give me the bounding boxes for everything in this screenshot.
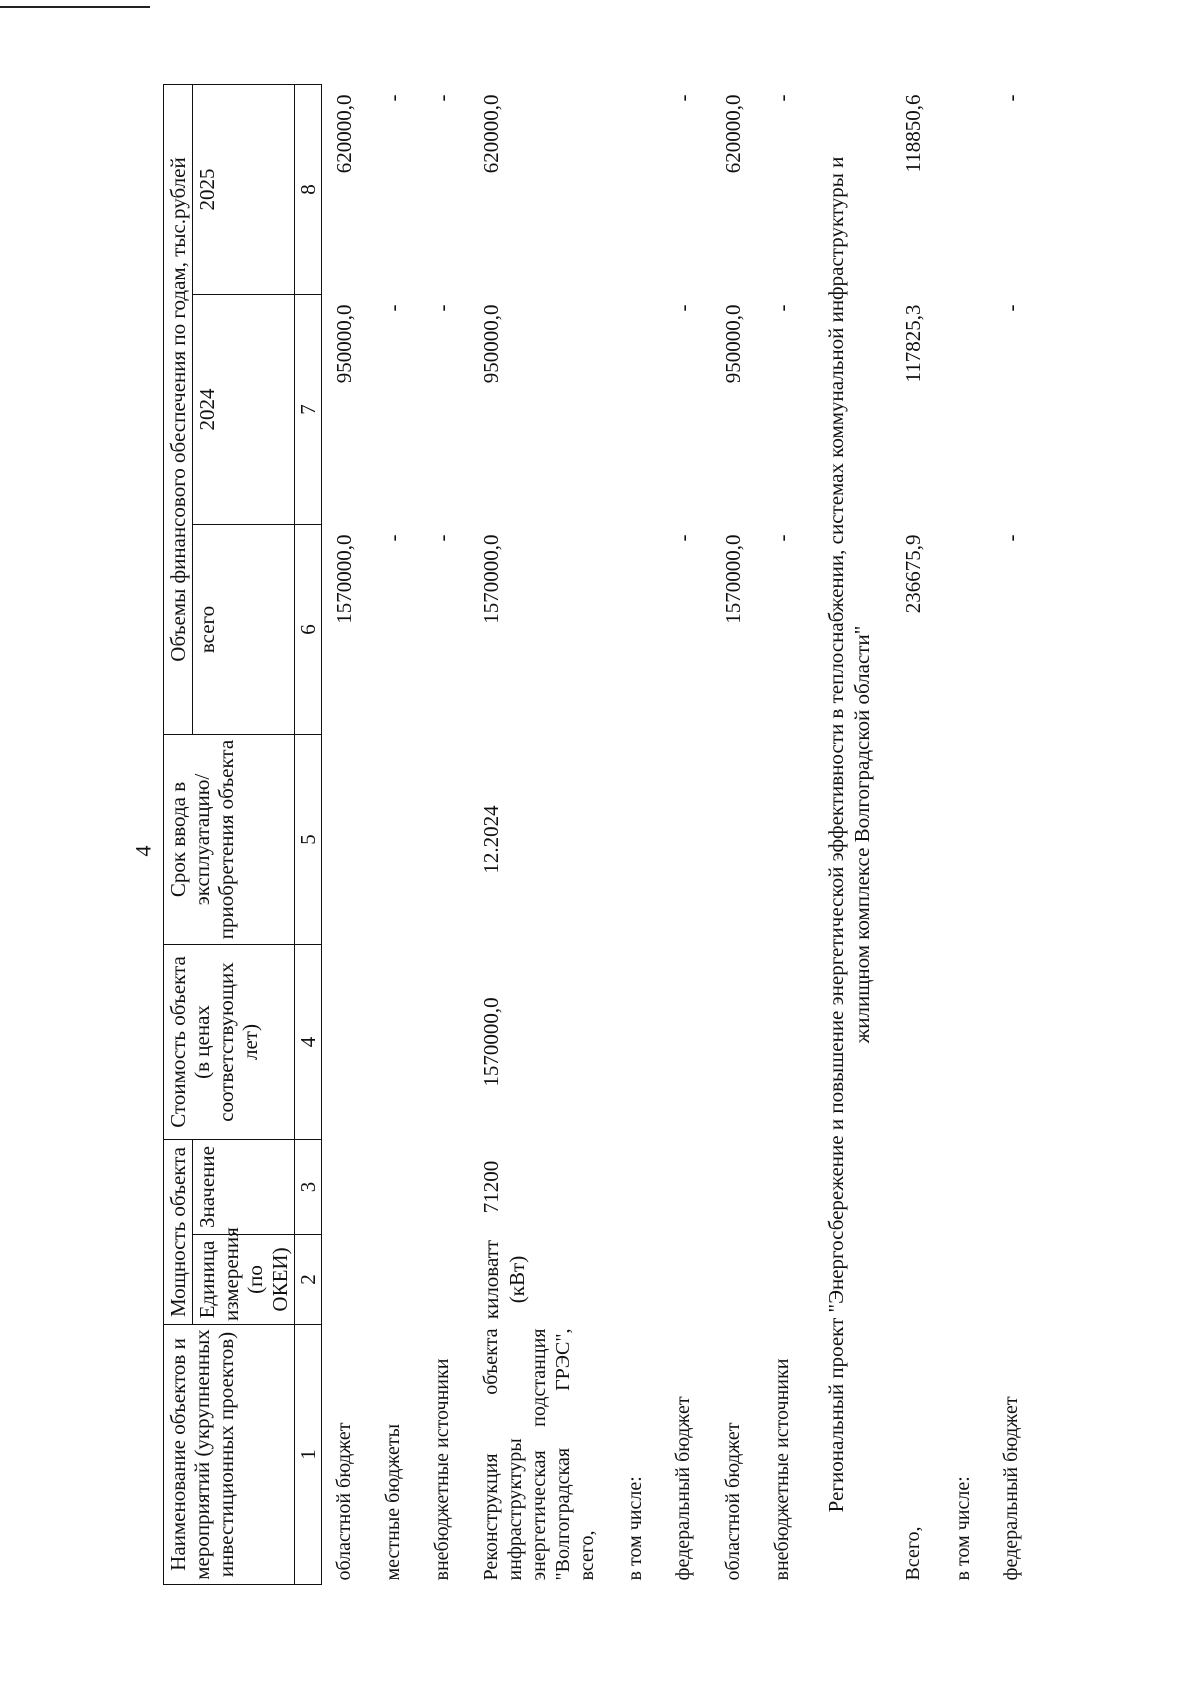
row-unit (661, 1235, 710, 1325)
row-2024: - (671, 304, 696, 312)
header-value: Значение (193, 1140, 295, 1235)
row-term (420, 735, 469, 945)
table-row (760, 84, 809, 1584)
column-number: 5 (294, 735, 321, 945)
row-name: в том числе: (951, 1476, 974, 1581)
row-total: 1570000,0 (331, 534, 356, 624)
table-row (989, 84, 1038, 1584)
row-total: - (430, 534, 455, 542)
row-total: - (998, 534, 1023, 542)
row-cost (661, 945, 710, 1140)
row-value (321, 1140, 371, 1235)
scan-edge-line (0, 6, 150, 8)
row-total: - (671, 534, 696, 542)
row-cost (371, 945, 420, 1140)
column-number: 3 (294, 1140, 321, 1235)
row-name: областной бюджет (332, 1422, 355, 1581)
row-term (661, 735, 710, 945)
row-total: 1570000,0 (720, 534, 745, 624)
row-value (420, 1140, 469, 1235)
row-name: федеральный бюджет (672, 1396, 695, 1581)
row-2024: - (381, 304, 406, 312)
row-value: 71200 (479, 1160, 504, 1214)
table-row (661, 84, 710, 1584)
row-total (613, 525, 661, 735)
column-number-row (294, 84, 321, 1584)
row-unit (371, 1235, 420, 1325)
row-2024: 950000,0 (479, 304, 504, 384)
row-value (371, 1140, 420, 1235)
row-term (613, 735, 661, 945)
row-2024: - (998, 304, 1023, 312)
header-2024: 2024 (193, 295, 295, 525)
row-cost: 1570000,0 (479, 997, 504, 1087)
row-cost (613, 945, 661, 1140)
row-2025: - (998, 94, 1023, 102)
row-2025: - (671, 94, 696, 102)
row-name: Реконструкция объекта инфраструктуры энергетическая подстанция "Волгоградская ГРЭС", всего, (480, 1328, 599, 1581)
column-number: 4 (294, 945, 321, 1140)
row-name: внебюджетные источники (770, 1358, 793, 1581)
header-unit: Единица измерения (по ОКЕИ) (193, 1235, 295, 1325)
table-row (371, 84, 420, 1584)
row-name: местные бюджеты (382, 1423, 405, 1581)
row-term: 12.2024 (479, 805, 504, 874)
row-value (613, 1140, 661, 1235)
row-2025: 620000,0 (479, 94, 504, 174)
table-row (321, 84, 371, 1584)
column-number: 8 (294, 84, 321, 294)
table-row (613, 84, 661, 1584)
row-2025: - (430, 94, 455, 102)
row-value (661, 1140, 710, 1235)
row-unit (321, 1235, 371, 1325)
row-2024 (613, 295, 661, 525)
section-heading-row (809, 84, 892, 1584)
row-unit: киловатт (кВт) (479, 1239, 529, 1320)
row-cost (760, 945, 809, 1140)
row-unit (613, 1235, 661, 1325)
row-cost (711, 945, 760, 1140)
page-number: 4 (130, 845, 156, 857)
column-number: 7 (294, 295, 321, 525)
row-2025: - (769, 94, 794, 102)
row-cost (420, 945, 469, 1140)
row-2024: 950000,0 (720, 304, 745, 384)
row-name: федеральный бюджет (999, 1396, 1022, 1581)
row-total: - (381, 534, 406, 542)
financing-table (163, 84, 1038, 1585)
row-term (760, 735, 809, 945)
row-2025: - (381, 94, 406, 102)
table-row (469, 84, 613, 1584)
row-unit (420, 1235, 469, 1325)
table-row (420, 84, 469, 1584)
header-cost: Стоимость объекта (в ценах соответствующих лет) (164, 945, 295, 1140)
row-unit (711, 1235, 760, 1325)
row-term (711, 735, 760, 945)
column-number: 2 (294, 1235, 321, 1325)
row-2025 (613, 84, 661, 294)
row-total: - (769, 534, 794, 542)
row-2024: - (769, 304, 794, 312)
row-total: 236675,9 (901, 534, 926, 614)
row-value (711, 1140, 760, 1235)
row-name: областной бюджет (721, 1422, 744, 1581)
row-term (321, 735, 371, 945)
row-cost (321, 945, 371, 1140)
row-2024: 950000,0 (331, 304, 356, 384)
document-sheet (163, 85, 1023, 1585)
row-value (760, 1140, 809, 1235)
row-2024 (941, 295, 989, 525)
row-2025: 620000,0 (331, 94, 356, 174)
header-2025: 2025 (193, 84, 295, 294)
header-power: Мощность объекта (164, 1140, 193, 1325)
row-total (941, 525, 989, 735)
header-term: Срок ввода в эксплуатацию/ приобретения объекта (164, 735, 295, 945)
header-total: всего (193, 525, 295, 735)
table-row (941, 84, 989, 1584)
row-2024: - (430, 304, 455, 312)
header-name: Наименование объектов и мероприятий (укрупненных инвестиционных проектов) (164, 1325, 295, 1585)
row-name: в том числе: (624, 1476, 647, 1581)
column-number: 6 (294, 525, 321, 735)
row-unit (760, 1235, 809, 1325)
row-term (371, 735, 420, 945)
table-row (711, 84, 760, 1584)
column-number: 1 (294, 1325, 321, 1585)
row-2025: 118850,6 (901, 94, 926, 173)
header-finance: Объемы финансового обеспечения по годам, тыс.рублей (164, 84, 193, 734)
row-name: внебюджетные источники (431, 1358, 454, 1581)
section-title: Региональный проект "Энергосбережение и повышение энергетической эффективности в теплоснабжении, системах коммунальной инфраструктуры и жилищном комплексе Волгоградской области" (823, 156, 875, 1513)
row-total: 1570000,0 (479, 534, 504, 624)
row-2025 (941, 84, 989, 294)
row-2025: 620000,0 (720, 94, 745, 174)
row-2024: 117825,3 (901, 304, 926, 383)
table-row (891, 84, 940, 1584)
row-name: Всего, (902, 1526, 925, 1581)
